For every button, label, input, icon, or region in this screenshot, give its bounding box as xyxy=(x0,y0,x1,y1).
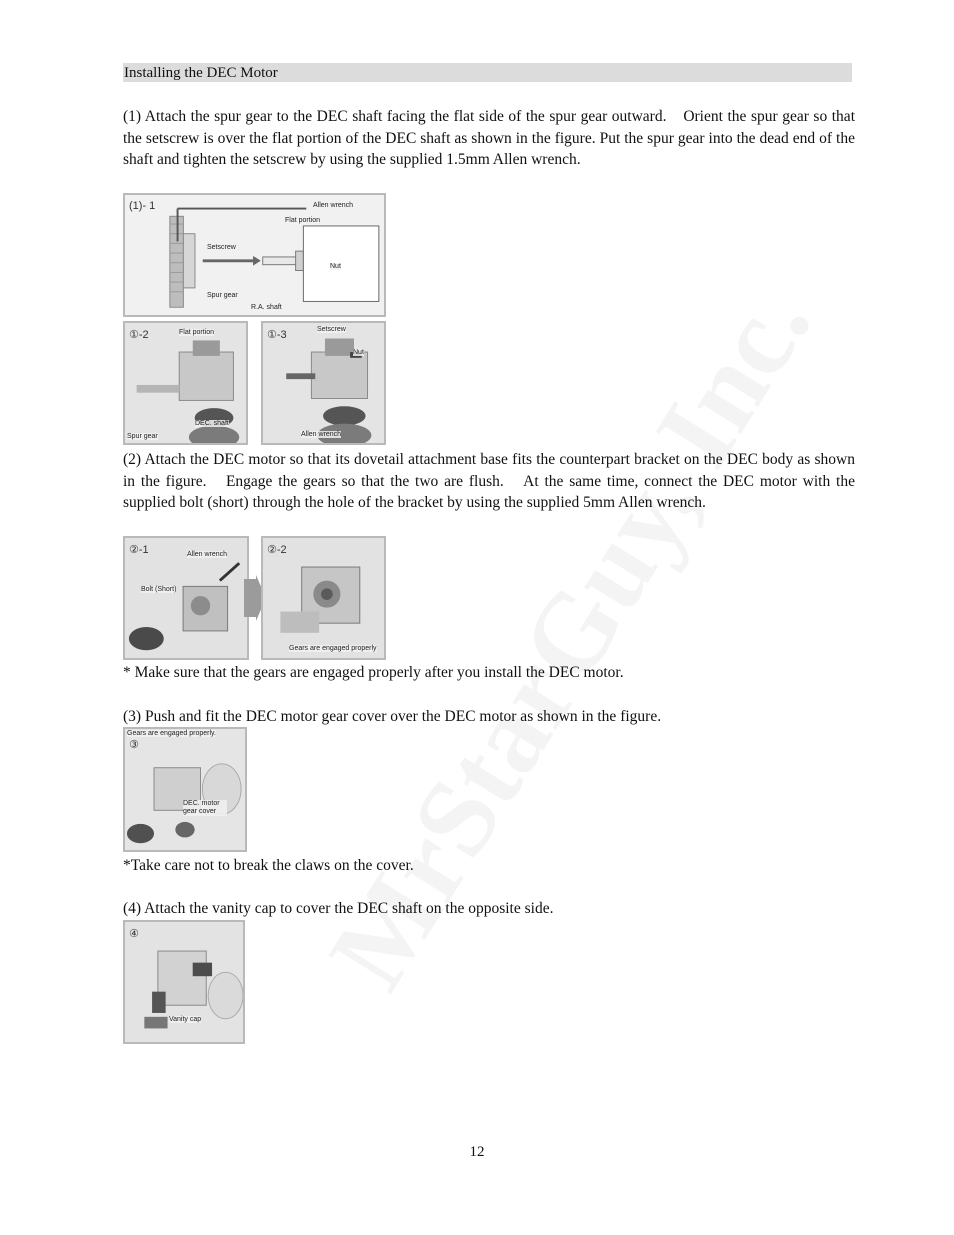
step-3-text: (3) Push and fit the DEC motor gear cover over the DEC motor as shown in the figure. xyxy=(123,708,662,725)
figure-1-3-photo xyxy=(263,323,384,443)
step-2-text: (2) Attach the DEC motor so that its dovetail attachment base fits the counterpart bracket on the DEC body as shown in the figure. Engage the gears so that the two are flush. At the same time, connect the DEC motor with the supplied bolt (short) through the hole of the bracket by using the supplied 5mm Allen wrench. xyxy=(123,451,855,511)
figure-1-3 xyxy=(261,321,386,445)
label-gears-engaged: Gears are engaged properly xyxy=(289,645,377,652)
label-vanity-cap: Vanity cap xyxy=(169,1016,202,1023)
figure-2-1 xyxy=(123,536,249,660)
figure-4-step: ④ xyxy=(129,928,139,940)
label-setscrew: Setscrew xyxy=(207,244,236,251)
label-flat-portion-2: Flat portion xyxy=(179,329,215,336)
figure-1-2 xyxy=(123,321,248,445)
figure-1-1-diagram xyxy=(125,195,384,315)
figure-2-2-photo xyxy=(263,538,384,658)
figure-1-3-step: ①-3 xyxy=(267,329,287,341)
label-gears-engaged-top: Gears are engaged properly. xyxy=(127,730,216,737)
label-spur-gear: Spur gear xyxy=(207,292,238,299)
note-claws: *Take care not to break the claws on the cover. xyxy=(123,857,414,874)
label-nut: Nut xyxy=(330,263,341,270)
label-setscrew-2: Setscrew xyxy=(317,326,346,333)
note-gears-engaged: * Make sure that the gears are engaged properly after you install the DEC motor. xyxy=(123,664,624,681)
figure-4 xyxy=(123,920,245,1044)
label-allen-wrench: Allen wrench xyxy=(313,202,354,209)
section-title: Installing the DEC Motor xyxy=(123,63,852,82)
label-nut-2: Nut xyxy=(353,349,364,356)
figure-1-1 xyxy=(123,193,386,317)
figure-1-2-step: ①-2 xyxy=(129,329,149,341)
figure-2-1-photo xyxy=(125,538,247,658)
label-dec-shaft: DEC. shaft xyxy=(195,420,229,427)
step-4-text: (4) Attach the vanity cap to cover the DEC shaft on the opposite side. xyxy=(123,900,554,917)
figure-1-1-step: (1)- 1 xyxy=(129,200,156,212)
figure-3 xyxy=(123,727,247,852)
figure-2-2-step: ②-2 xyxy=(267,544,287,556)
figure-4-photo xyxy=(125,922,243,1042)
label-allen-wrench-3: Allen wrench xyxy=(187,551,228,558)
figure-2-1-step: ②-1 xyxy=(129,544,149,556)
label-flat-portion: Flat portion xyxy=(285,217,321,224)
figure-3-photo xyxy=(125,729,245,850)
page-number: 12 xyxy=(469,1144,485,1160)
label-ra-shaft: R.A. shaft xyxy=(251,304,282,311)
label-spur-gear-2: Spur gear xyxy=(127,433,158,440)
step-1-text: (1) Attach the spur gear to the DEC shaft facing the flat side of the spur gear outward. Orient the spur gear so that the setscrew is over the flat portion of the DEC shaft as shown in the figure. Put the spur gear into the dead end of the shaft and tighten the setscrew by using the supplied 1.5mm Allen wrench. xyxy=(123,108,855,168)
figure-2-2 xyxy=(261,536,386,660)
label-dec-motor-gear-cover: DEC. motor gear cover xyxy=(183,800,227,816)
label-bolt-short: Bolt (Short) xyxy=(141,586,177,593)
label-allen-wrench-2: Allen wrench xyxy=(301,431,342,438)
figure-3-step: ③ xyxy=(129,739,139,751)
